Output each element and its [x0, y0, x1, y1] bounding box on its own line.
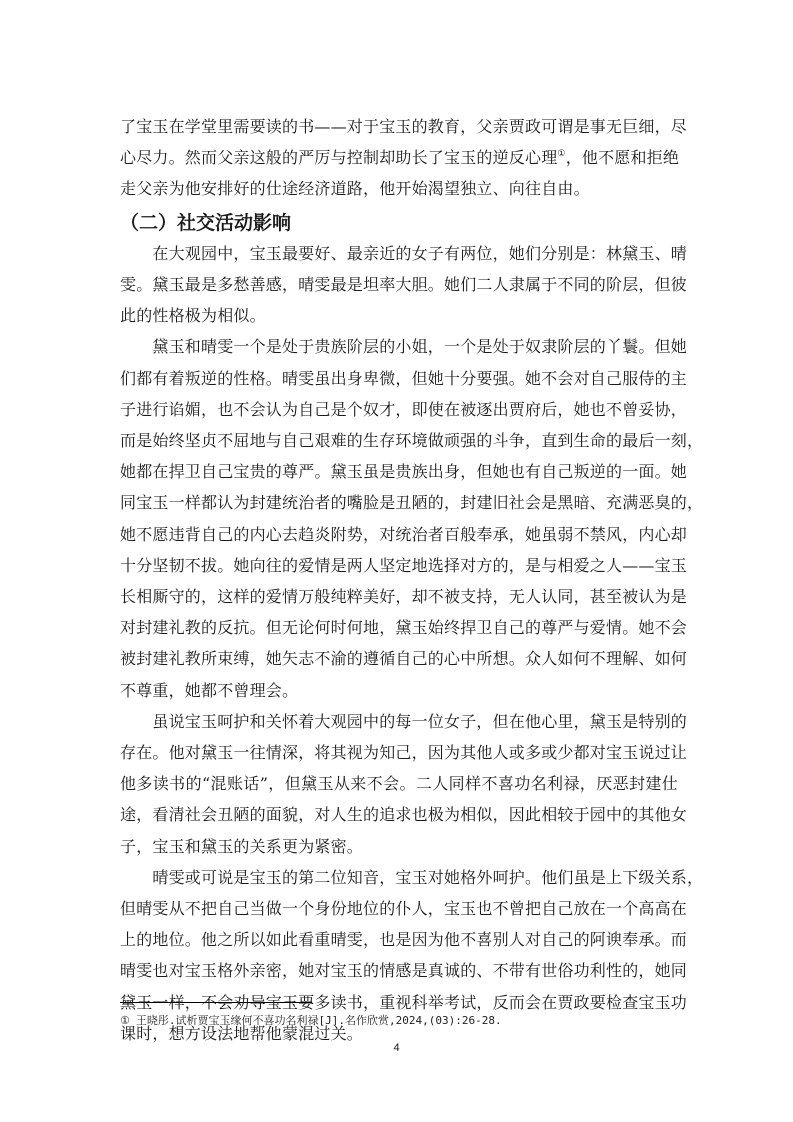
footnote-reference[interactable]: ①	[557, 148, 566, 159]
body-line: 子进行谄媚，也不会认为自己是个奴才，即使在被逐出贾府后，她也不曾妥协，	[120, 399, 688, 419]
body-line: 存在。他对黛玉一往情深，将其视为知己，因为其他人或多或少都对宝玉说过让	[120, 743, 688, 762]
body-line: 了宝玉在学堂里需要读的书——对于宝玉的教育，父亲贾政可谓是事无巨细，尽	[120, 117, 688, 136]
body-line: 对封建礼教的反抗。但无论何时何地，黛玉始终捍卫自己的尊严与爱情。她不会	[120, 618, 688, 638]
body-line: 她都在捍卫自己宝贵的尊严。黛玉虽是贵族出身，但她也有自己叛逆的一面。她	[120, 462, 688, 482]
footnote-marker: ①	[120, 1014, 130, 1027]
body-line: 被封建礼教所束缚，她矢志不渝的遵循自己的心中所想。众人如何不理解、如何	[120, 649, 688, 669]
body-line: 黛玉和晴雯一个是处于贵族阶层的小姐，一个是处于奴隶阶层的丫鬟。但她	[120, 337, 688, 357]
body-line	[120, 142, 678, 174]
body-line: 在大观园中，宝玉最要好、最亲近的女子有两位，她们分别是：林黛玉、晴	[120, 243, 688, 263]
body-line: 子，宝玉和黛玉的关系更为紧密。	[120, 836, 364, 856]
body-line: 此的性格极为相似。	[120, 306, 266, 326]
body-line: 他多读书的“混账话”，但黛玉从来不会。二人同样不喜功名利禄，厌恶封建仕	[120, 774, 678, 794]
body-line: 不尊重，她都不曾理会。	[120, 680, 299, 700]
body-line: 同宝玉一样都认为封建统治者的嘴脸是丑陋的，封建旧社会是黑暗、充满恶臭的，	[120, 493, 704, 513]
body-line: 雯。黛玉最是多愁善感，晴雯最是坦率大胆。她们二人隶属于不同的阶层，但彼	[120, 275, 688, 294]
body-line: 晴雯或可说是宝玉的第二位知音，宝玉对她格外呵护。他们虽是上下级关系，	[120, 867, 704, 887]
body-line: 十分坚韧不拔。她向往的爱情是两人坚定地选择对方的，是与相爱之人——宝玉	[120, 555, 688, 575]
body-line: 途，看清社会丑陋的面貌，对人生的追求也极为相似，因此相较于园中的其他女	[120, 805, 688, 825]
footnote-text: 王晓彤.试析贾宝玉缘何不喜功名利禄[J].名作欣赏,2024,(03):26-28.	[135, 1014, 502, 1027]
page-number: 4	[393, 1042, 400, 1054]
body-line: 长相厮守的，这样的爱情万般纯粹美好，却不被支持，无人认同，甚至被认为是	[120, 587, 688, 606]
body-text: 心尽力。然而父亲这般的严厉与控制却助长了宝玉的逆反心理	[120, 148, 558, 168]
body-line: 黛玉一样，不会劝导宝玉要多读书，重视科举考试，反而会在贾政要检查宝玉功	[120, 992, 688, 1012]
body-line: 课时，想方设法地帮他蒙混过关。	[120, 1023, 364, 1043]
body-line: 们都有着叛逆的性格。晴雯虽出身卑微，但她十分要强。她不会对自己服侍的主	[120, 368, 688, 388]
body-text: ，他不愿和拒绝	[565, 148, 680, 168]
body-line: 上的地位。他之所以如此看重晴雯，也是因为他不喜别人对自己的阿谀奉承。而	[120, 930, 688, 950]
body-line: 走父亲为他安排好的仕途经济道路，他开始渴望独立、向往自由。	[120, 179, 590, 199]
body-line: 虽说宝玉呵护和关怀着大观园中的每一位女子，但在他心里，黛玉是特别的	[120, 711, 688, 731]
body-line: 但晴雯从不把自己当做一个身份地位的仆人，宝玉也不曾把自己放在一个高高在	[120, 899, 688, 918]
body-line: 而是始终坚贞不屈地与自己艰难的生存环境做顽强的斗争，直到生命的最后一刻，	[120, 431, 704, 450]
section-heading: （二）社交活动影响	[120, 211, 292, 234]
body-line: 她不愿违背自己的内心去趋炎附势，对统治者百般奉承，她虽弱不禁风，内心却	[120, 524, 688, 544]
body-line: 晴雯也对宝玉格外亲密，她对宝玉的情感是真诚的、不带有世俗功利性的，她同	[120, 961, 688, 981]
